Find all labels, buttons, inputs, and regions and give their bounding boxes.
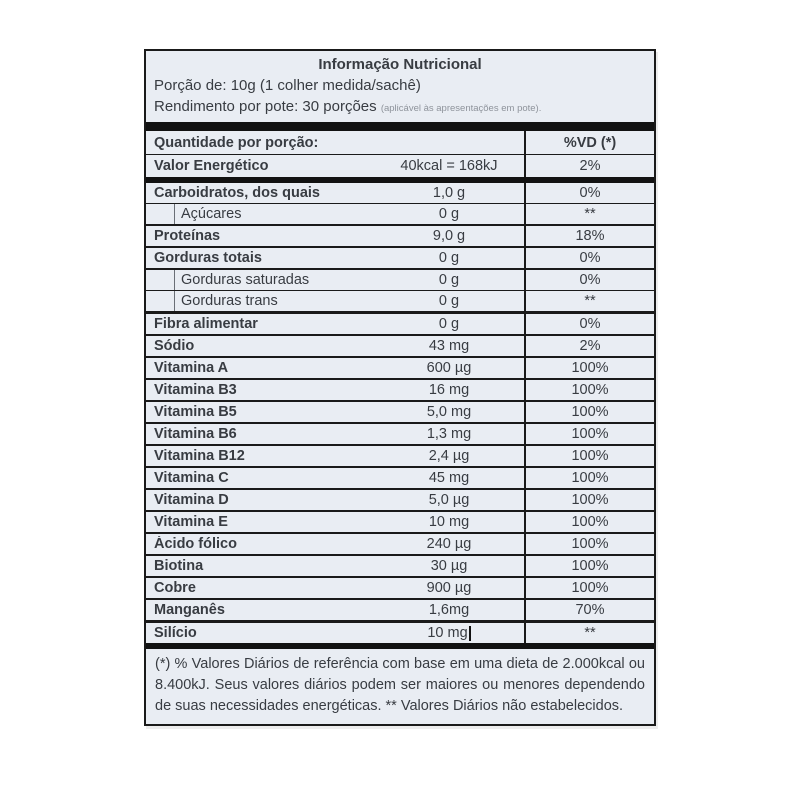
nutrient-name: Vitamina C xyxy=(154,470,229,486)
column-header-row xyxy=(146,131,654,154)
nutrient-cell xyxy=(146,600,524,620)
nutrient-dv: 100% xyxy=(524,358,654,378)
nutrient-cell xyxy=(146,556,524,576)
nutrient-dv: 2% xyxy=(524,336,654,356)
table-row xyxy=(146,246,654,268)
table-row xyxy=(146,620,654,643)
nutrient-amount: 900 µg xyxy=(426,580,472,596)
nutrient-dv: 0% xyxy=(524,270,654,290)
nutrient-amount: 600 µg xyxy=(426,360,472,376)
nutrient-name: Silício xyxy=(154,625,197,641)
nutrient-dv: 0% xyxy=(524,248,654,268)
nutrient-amount: 10 mg xyxy=(428,514,470,530)
nutrient-name: Açúcares xyxy=(181,206,242,222)
nutrient-amount: 45 mg xyxy=(428,470,470,486)
nutrient-amount: 0 g xyxy=(438,272,460,288)
table-row xyxy=(146,203,654,224)
nutrient-name: Biotina xyxy=(154,558,204,574)
table-row xyxy=(146,334,654,356)
nutrient-name: Cobre xyxy=(154,580,196,596)
text-cursor xyxy=(469,626,471,641)
nutrient-dv: 100% xyxy=(524,468,654,488)
table-row xyxy=(146,290,654,311)
nutrient-cell xyxy=(146,424,524,444)
nutrient-cell xyxy=(146,534,524,554)
nutrient-name: Gorduras totais xyxy=(154,250,262,266)
table-row xyxy=(146,554,654,576)
nutrient-cell xyxy=(146,314,524,334)
nutrient-amount: 0 g xyxy=(438,316,460,332)
nutrient-amount: 0 g xyxy=(438,250,460,266)
nutrient-dv: 0% xyxy=(524,314,654,334)
nutrient-dv: 18% xyxy=(524,226,654,246)
column-header-dv: %VD (*) xyxy=(524,131,654,154)
nutrient-cell xyxy=(146,358,524,378)
nutrient-name: Sódio xyxy=(154,338,195,354)
nutrient-dv: ** xyxy=(524,291,654,311)
table-row xyxy=(146,422,654,444)
nutrient-cell xyxy=(146,402,524,422)
nutrient-name: Valor Energético xyxy=(154,158,269,174)
nutrient-dv: 100% xyxy=(524,556,654,576)
table-header xyxy=(146,51,654,122)
nutrient-amount: 5,0 mg xyxy=(426,404,472,420)
nutrient-dv: 100% xyxy=(524,578,654,598)
nutrient-dv: 2% xyxy=(524,155,654,177)
nutrient-dv: 100% xyxy=(524,446,654,466)
table-row xyxy=(146,576,654,598)
nutrient-amount: 1,6mg xyxy=(428,602,470,618)
nutrient-name: Vitamina A xyxy=(154,360,229,376)
nutrient-dv: 100% xyxy=(524,402,654,422)
table-row xyxy=(146,400,654,422)
column-header-quantity-cell xyxy=(146,131,524,154)
indent-divider xyxy=(154,291,175,311)
nutrient-amount: 10 mg xyxy=(374,625,524,641)
nutrient-amount: 5,0 µg xyxy=(428,492,470,508)
nutrient-amount: 30 µg xyxy=(430,558,468,574)
nutrient-cell xyxy=(146,204,524,224)
nutrient-cell xyxy=(146,270,524,290)
nutrient-dv: 100% xyxy=(524,512,654,532)
nutrient-name: Gorduras saturadas xyxy=(181,272,310,288)
nutrient-name: Vitamina B3 xyxy=(154,382,237,398)
nutrient-rows xyxy=(146,183,654,643)
energy-cell xyxy=(146,155,524,177)
nutrient-name: Manganês xyxy=(154,602,225,618)
nutrient-cell xyxy=(146,490,524,510)
nutrient-dv: 100% xyxy=(524,380,654,400)
nutrient-amount: 1,0 g xyxy=(432,185,466,201)
table-row xyxy=(146,183,654,203)
table-row xyxy=(146,488,654,510)
footnote-text: (*) % Valores Diários de referência com base em uma dieta de 2.000kcal ou 8.400kJ. Seus valores diários podem ser maiores ou menores dependendo de suas necessidades energéticas. ** Valores Diários não estabelecidos. xyxy=(155,656,645,714)
nutrient-name: Vitamina B12 xyxy=(154,448,245,464)
table-row xyxy=(146,268,654,290)
nutrient-name: Ácido fólico xyxy=(154,536,237,552)
nutrient-name: Vitamina E xyxy=(154,514,228,530)
energy-row xyxy=(146,154,654,177)
servings-text: Rendimento por pote: 30 porções xyxy=(154,98,377,115)
nutrient-cell xyxy=(146,623,524,643)
nutrient-name: Gorduras trans xyxy=(181,293,278,309)
nutrient-cell xyxy=(146,380,524,400)
nutrient-cell xyxy=(146,578,524,598)
nutrient-dv: ** xyxy=(524,204,654,224)
table-row xyxy=(146,311,654,334)
table-row xyxy=(146,510,654,532)
nutrient-amount: 1,3 mg xyxy=(426,426,472,442)
nutrient-cell xyxy=(146,468,524,488)
nutrient-cell xyxy=(146,226,524,246)
table-row xyxy=(146,356,654,378)
servings-info xyxy=(154,96,646,119)
column-header-quantity: Quantidade por porção: xyxy=(154,134,319,151)
nutrient-cell xyxy=(146,446,524,466)
nutrient-name: Carboidratos, dos quais xyxy=(154,185,320,201)
table-row xyxy=(146,444,654,466)
footnote xyxy=(146,649,654,724)
nutrient-amount: 0 g xyxy=(438,206,460,222)
nutrient-dv: 100% xyxy=(524,534,654,554)
nutrient-amount: 43 mg xyxy=(428,338,470,354)
nutrient-cell xyxy=(146,336,524,356)
nutrient-cell xyxy=(146,291,524,311)
nutrient-dv: 100% xyxy=(524,490,654,510)
nutrient-name: Proteínas xyxy=(154,228,221,244)
portion-info: Porção de: 10g (1 colher medida/sachê) xyxy=(154,77,421,94)
indent-divider xyxy=(154,270,175,290)
nutrient-cell xyxy=(146,248,524,268)
table-row xyxy=(146,532,654,554)
nutrient-amount: 0 g xyxy=(438,293,460,309)
nutrient-name: Vitamina B6 xyxy=(154,426,237,442)
table-title: Informação Nutricional xyxy=(318,56,482,73)
table-row xyxy=(146,598,654,620)
table-row xyxy=(146,224,654,246)
servings-note: (aplicável às apresentações em pote). xyxy=(380,103,542,114)
nutrient-amount: 2,4 µg xyxy=(428,448,470,464)
nutrient-cell xyxy=(146,512,524,532)
divider-bar xyxy=(146,122,654,131)
table-row xyxy=(146,466,654,488)
nutrient-dv: 70% xyxy=(524,600,654,620)
nutrient-dv: 100% xyxy=(524,424,654,444)
indent-divider xyxy=(154,204,175,224)
nutrient-amount: 40kcal = 168kJ xyxy=(400,158,498,174)
nutrient-name: Fibra alimentar xyxy=(154,316,258,332)
table-row xyxy=(146,378,654,400)
nutrient-amount: 240 µg xyxy=(426,536,472,552)
nutrient-name: Vitamina B5 xyxy=(154,404,237,420)
nutrient-dv: 0% xyxy=(524,183,654,203)
nutrient-name: Vitamina D xyxy=(154,492,229,508)
nutrient-amount: 16 mg xyxy=(428,382,470,398)
nutrition-table xyxy=(144,49,656,726)
nutrient-cell xyxy=(146,183,524,203)
nutrient-amount: 9,0 g xyxy=(432,228,466,244)
nutrient-dv: ** xyxy=(524,623,654,643)
